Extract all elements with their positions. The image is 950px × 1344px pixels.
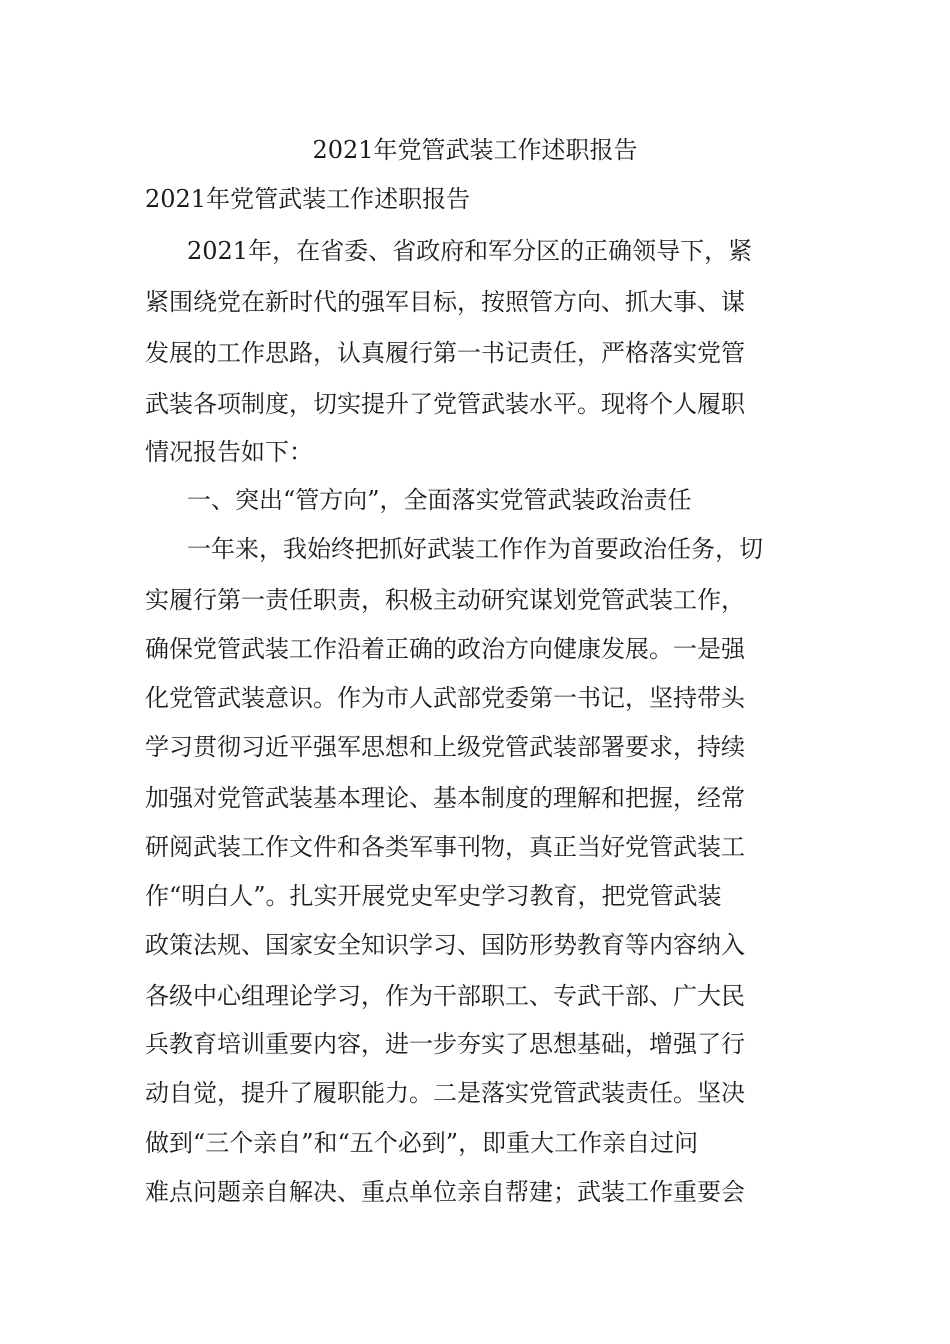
body-line: 做到“三个亲自”和“五个必到”，即重大工作亲自过问 (145, 1129, 699, 1157)
body-line: 紧围绕党在新时代的强军目标，按照管方向、抓大事、谋 (145, 288, 745, 316)
body-line: 作“明白人”。扎实开展党史军史学习教育，把党管武装 (145, 882, 722, 910)
body-line: 确保党管武装工作沿着正确的政治方向健康发展。一是强 (145, 635, 745, 663)
body-line: 实履行第一责任职责，积极主动研究谋划党管武装工作， (145, 586, 745, 614)
body-line: 难点问题亲自解决、重点单位亲自帮建；武装工作重要会 (145, 1178, 745, 1206)
body-line: 化党管武装意识。作为市人武部党委第一书记，坚持带头 (145, 684, 745, 712)
body-line: 各级中心组理论学习，作为干部职工、专武干部、广大民 (145, 982, 745, 1010)
document-title: 2021年党管武装工作述职报告 (312, 136, 638, 164)
body-line: 情况报告如下： (145, 438, 313, 466)
body-line: 加强对党管武装基本理论、基本制度的理解和把握，经常 (145, 784, 745, 812)
body-line: 兵教育培训重要内容，进一步夯实了思想基础，增强了行 (145, 1030, 745, 1058)
document-subtitle: 2021年党管武装工作述职报告 (145, 185, 471, 213)
body-line: 发展的工作思路，认真履行第一书记责任，严格落实党管 (145, 339, 745, 367)
body-line: 武装各项制度，切实提升了党管武装水平。现将个人履职 (145, 390, 745, 418)
body-line: 动自觉，提升了履职能力。二是落实党管武装责任。坚决 (145, 1079, 745, 1107)
body-line: 一年来，我始终把抓好武装工作作为首要政治任务，切 (187, 535, 763, 563)
body-line: 研阅武装工作文件和各类军事刊物，真正当好党管武装工 (145, 833, 745, 861)
body-line: 2021年，在省委、省政府和军分区的正确领导下，紧 (187, 237, 753, 265)
section-heading: 一、突出“管方向”，全面落实党管武装政治责任 (187, 486, 692, 514)
body-line: 政策法规、国家安全知识学习、国防形势教育等内容纳入 (145, 931, 745, 959)
body-line: 学习贯彻习近平强军思想和上级党管武装部署要求，持续 (145, 733, 745, 761)
